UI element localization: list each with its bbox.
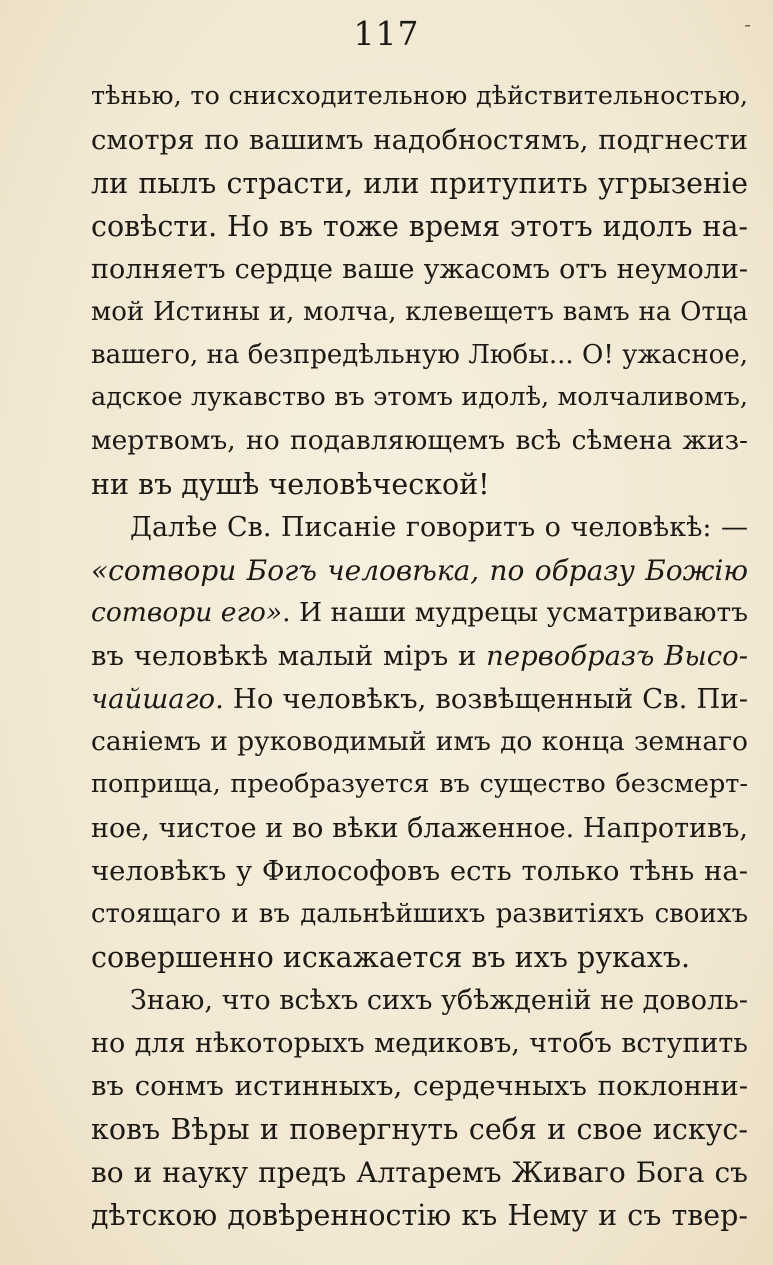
text-line: совершенно искажается въ ихъ рукахъ. xyxy=(91,941,691,974)
text-line: въ сонмъ истинныхъ, сердечныхъ поклонни- xyxy=(91,1070,748,1102)
text-line: смотря по вашимъ надобностямъ, подгнести xyxy=(91,124,748,156)
text-line: поприща, преобразуется въ существо безсмерт- xyxy=(91,769,748,799)
text-line: тѣнью, то снисходительною дѣйствительностью, xyxy=(91,81,748,111)
text-line: во и науку предъ Алтаремъ Живаго Бога съ xyxy=(91,1156,748,1189)
text-line: Далѣе Св. Писаніе говоритъ о человѣкѣ: — xyxy=(130,512,748,543)
text-line: дѣтскою довѣренностію къ Нему и съ твер- xyxy=(91,1199,748,1232)
text-line: въ человѣкѣ малый міръ и первобразъ Высо- xyxy=(91,640,748,672)
text-line: стоящаго и въ дальнѣйшихъ развитіяхъ своихъ xyxy=(91,899,748,929)
text-line: саніемъ и руководимый имъ до конца земнаго xyxy=(91,726,748,757)
text-line: полняетъ сердце ваше ужасомъ отъ неумоли- xyxy=(91,254,748,285)
text-line: человѣкъ у Философовъ есть только тѣнь на- xyxy=(91,855,748,887)
corner-mark: - xyxy=(744,12,751,36)
text-line: сотвори его». И наши мудрецы усматриваютъ xyxy=(91,597,749,628)
text-line: мой Истины и, молча, клевещетъ вамъ на Отца xyxy=(91,297,748,327)
text-line: ное, чистое и во вѣки блаженное. Напротивъ, xyxy=(91,813,748,844)
text-line: мертвомъ, но подавляющемъ всѣ сѣмена жиз- xyxy=(91,425,748,456)
text-line: ли пылъ страсти, или притупить угрызеніе xyxy=(91,167,748,200)
text-line: чайшаго. Но человѣкъ, возвѣщенный Св. Пи- xyxy=(91,683,748,715)
text-line: вашего, на безпредѣльную Любы... О! ужасное, xyxy=(91,340,748,370)
text-line: но для нѣкоторыхъ медиковъ, чтобъ вступить xyxy=(91,1028,748,1059)
text-line: ни въ душѣ человѣческой! xyxy=(91,468,490,501)
text-line: ковъ Вѣры и повергнуть себя и свое искус- xyxy=(91,1113,748,1146)
text-line: адское лукавство въ этомъ идолѣ, молчаливомъ, xyxy=(91,382,748,412)
page-number: 117 xyxy=(353,14,420,53)
text-line: Знаю, что всѣхъ сихъ убѣжденій не доволь- xyxy=(130,985,748,1016)
text-line: совѣсти. Но въ тоже время этотъ идолъ на- xyxy=(91,210,748,243)
text-line: «сотвори Богъ человѣка, по образу Божію xyxy=(91,554,748,587)
